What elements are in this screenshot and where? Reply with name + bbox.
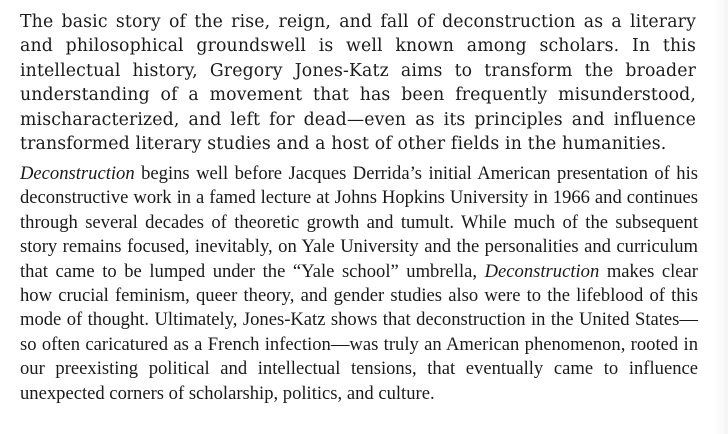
book-summary-paragraph: The basic story of the rise, reign, and fall of deconstruction as a literary and philosophical groundswell is well known among scholars. In this intellectual history, Gregory Jones-Katz aims to transform the broader understanding of a movement that has been frequently misunderstood, mischaracterized, and left for dead—even as its principles and influence transformed literary studies and a host of other fields in the humanities. [20, 12, 696, 155]
description-text-1: begins well before Jacques Derrida’s initial American presentation of his deconstructive work in a famed lecture at Johns Hopkins University in 1966 and continues through several decades of theoretic growth and tumult. While much of the subsequent story remains focused, inevitably, on Yale University and the personalities and curriculum that came to be lumped under the “Yale school” umbrella, [20, 163, 698, 282]
description-text-2: makes clear how crucial feminism, queer theory, and gender studies also were to the lifeblood of this mode of thought. Ultimately, Jones-Katz shows that deconstruction in the United States—so often caricatured as a French infection—was truly an American phenomenon, rooted in our preexisting political and intellectual tensions, that eventually came to influence unexpected corners of scholarship, politics, and culture. [20, 260, 698, 404]
page-edge-shadow [714, 0, 728, 434]
book-description-paragraph [20, 162, 698, 406]
book-title-italic: Deconstruction [484, 260, 600, 282]
book-title-italic: Deconstruction [20, 163, 135, 184]
